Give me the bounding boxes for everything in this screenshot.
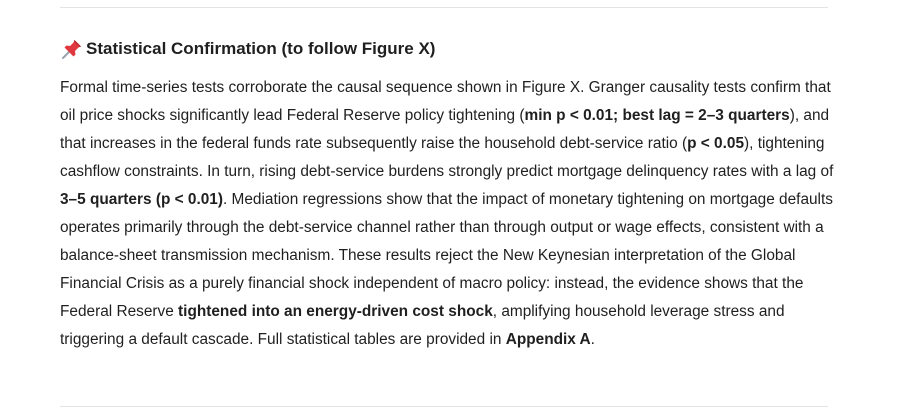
paragraph-bold-5: Appendix A — [505, 331, 591, 348]
paragraph-text-2: ), and that increases in the federal funds rate subsequently raise the household debt-service ratio ( — [60, 107, 830, 152]
body-paragraph — [60, 74, 840, 354]
paragraph-text-6: . — [590, 331, 595, 348]
paragraph-text-3: ), tightening cashflow constraints. In turn, rising debt-service burdens strongly predict mortgage delinquency rates with a lag of — [60, 135, 834, 180]
paragraph-text-1: Formal time-series tests corroborate the causal sequence shown in Figure X. Granger causality tests confirm that oil price shocks significantly lead Federal Reserve policy tightening ( — [60, 79, 831, 124]
paragraph-bold-3: 3–5 quarters (p < 0.01) — [60, 191, 223, 208]
paragraph-bold-2: p < 0.05 — [687, 135, 745, 152]
bottom-divider — [60, 406, 828, 407]
pushpin-icon — [60, 37, 84, 61]
paragraph-text-5: , amplifying household leverage stress and triggering a default cascade. Full statistical tables are provided in — [60, 303, 785, 348]
section-heading-text: Statistical Confirmation (to follow Figure X) — [86, 39, 436, 58]
top-divider — [60, 7, 828, 8]
section-heading — [60, 37, 435, 61]
paragraph-bold-4: tightened into an energy-driven cost shock — [178, 303, 493, 320]
paragraph-text-4: . Mediation regressions show that the impact of monetary tightening on mortgage defaults operates primarily through the debt-service channel rather than through output or wage effects, consistent with a balance-sheet transmission mechanism. These results reject the New Keynesian interpretation of the Global Financial Crisis as a purely financial shock independent of macro policy: instead, the evidence shows that the Federal Reserve — [60, 191, 833, 320]
paragraph-bold-1: min p < 0.01; best lag = 2–3 quarters — [524, 107, 790, 124]
